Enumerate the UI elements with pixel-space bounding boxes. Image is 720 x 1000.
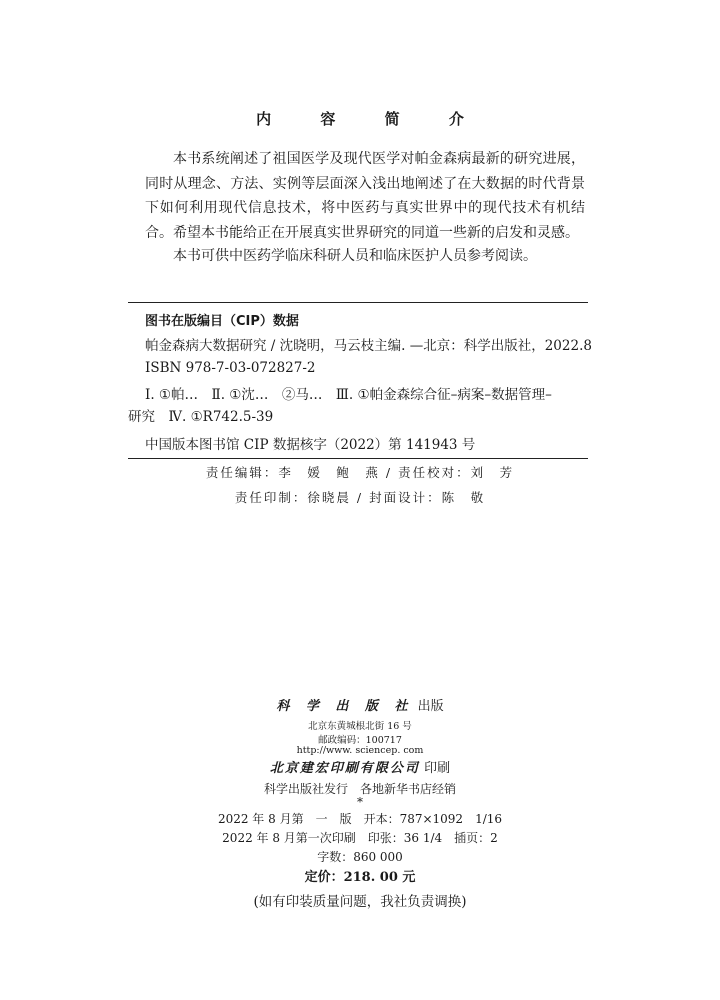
- cip-isbn: ISBN 978-7-03-072827-2: [145, 360, 316, 376]
- cip-heading: 图书在版编目（CIP）数据: [145, 314, 299, 329]
- printer-line: [0, 757, 720, 776]
- publisher-logo: 科 学 出 版 社: [276, 699, 414, 714]
- cip-record-line: 帕金森病大数据研究 / 沈晓明，马云枝主编. —北京：科学出版社，2022.8: [145, 338, 592, 354]
- separator-star: *: [357, 795, 363, 809]
- publisher-address: 北京东黄城根北街 16 号: [308, 721, 412, 732]
- printer-logo: 北京建宏印刷有限公司: [269, 761, 420, 776]
- cip-catalog-number: 中国版本图书馆 CIP 数据核字（2022）第 141943 号: [145, 437, 476, 453]
- quality-notice: (如有印装质量问题，我社负责调换): [253, 894, 467, 910]
- summary-heading: 内 容 简 介: [256, 110, 486, 128]
- editors-line: 责任编辑：李 媛 鲍 燕 / 责任校对：刘 芳: [205, 465, 515, 480]
- word-count: 字数：860 000: [317, 850, 403, 864]
- summary-paragraph: 本书可供中医药学临床科研人员和临床医护人员参考阅读。: [173, 248, 537, 264]
- divider: [128, 458, 588, 459]
- price: 定价：218. 00 元: [304, 870, 416, 885]
- printing-line: 2022 年 8 月第一次印刷 印张：36 1/4 插页：2: [222, 831, 498, 845]
- printer-suffix: 印刷: [424, 761, 451, 776]
- publisher-line: [0, 695, 720, 714]
- distribution-line: 科学出版社发行 各地新华书店经销: [263, 782, 456, 796]
- summary-paragraph: 本书系统阐述了祖国医学及现代医学对帕金森病最新的研究进展，同时从理念、方法、实例等层面深入浅出地阐述了在大数据的时代背景下如何利用现代信息技术，将中医药与真实世界中的现代技术有机结合。希望本书能给正在开展真实世界研究的同道一些新的启发和灵感。: [145, 151, 585, 241]
- divider: [128, 302, 588, 303]
- publisher-postcode: 邮政编码：100717: [318, 735, 402, 746]
- publisher-url: http://www. sciencep. com: [296, 745, 424, 756]
- publisher-suffix: 出版: [417, 699, 444, 714]
- cip-classification: 研究 Ⅳ. ①R742.5-39: [128, 409, 274, 425]
- edition-line: 2022 年 8 月第 一 版 开本：787×1092 1/16: [217, 812, 503, 826]
- production-line: 责任印制：徐晓晨 / 封面设计：陈 敬: [234, 490, 486, 505]
- cip-classification: Ⅰ. ①帕… Ⅱ. ①沈… ②马… Ⅲ. ①帕金森综合征–病案–数据管理–: [145, 387, 552, 403]
